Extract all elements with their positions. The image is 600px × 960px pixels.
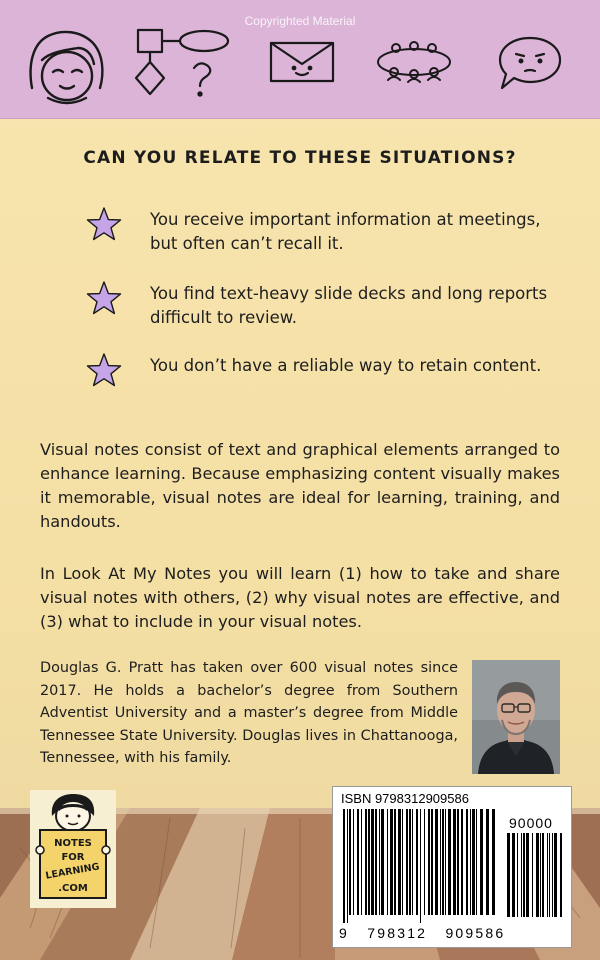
logo-line-2: FOR [61, 852, 85, 863]
bullet-text: You receive important information at meetings, but often can’t recall it. [150, 210, 541, 253]
author-bio: Douglas G. Pratt has taken over 600 visual notes since 2017. He holds a bachelor’s degree from Southern Adventist University and a master’s degree from Middle Tennessee State University. Douglas lives in Chattanooga, Tennessee, with his family. [40, 660, 458, 766]
learning-paragraph: In Look At My Notes you will learn (1) how to take and share visual notes with others, (2) why visual notes are effective, and (3) what to include in your visual notes. [40, 564, 560, 631]
isbn-label: ISBN 9798312909586 [341, 791, 469, 806]
isbn-digits: 9 798312 909586 [339, 925, 506, 941]
speech-bubble-icon [496, 34, 564, 92]
notes-for-learning-logo [30, 790, 116, 908]
barcode-addon-bars [507, 833, 563, 925]
flowchart-icon [130, 24, 232, 104]
barcode-bars [343, 809, 499, 923]
logo-line-4: .COM [58, 883, 88, 894]
bullet-text: You find text-heavy slide decks and long reports difficult to review. [150, 284, 548, 327]
top-icon-band [0, 0, 600, 119]
face-icon [24, 26, 110, 106]
description-paragraph: Visual notes consist of text and graphical elements arranged to enhance learning. Because emphasizing content visually makes it memorable, visual notes are ideal for learning, training, and handouts. [40, 440, 560, 531]
price-code: 90000 [509, 815, 553, 831]
logo-line-1: NOTES [54, 838, 92, 849]
author-photo [472, 660, 560, 774]
star-icon [86, 352, 122, 388]
star-icon [86, 280, 122, 316]
star-icon [86, 206, 122, 242]
watermark: Copyrighted Material [244, 14, 356, 28]
logo-line-3: LEARNING [44, 861, 101, 882]
bullet-text: You don’t have a reliable way to retain content. [150, 356, 542, 375]
section-heading: CAN YOU RELATE TO THESE SITUATIONS? [83, 148, 517, 168]
meeting-table-icon [374, 40, 454, 84]
barcode-box [332, 786, 572, 948]
envelope-icon [268, 40, 336, 84]
